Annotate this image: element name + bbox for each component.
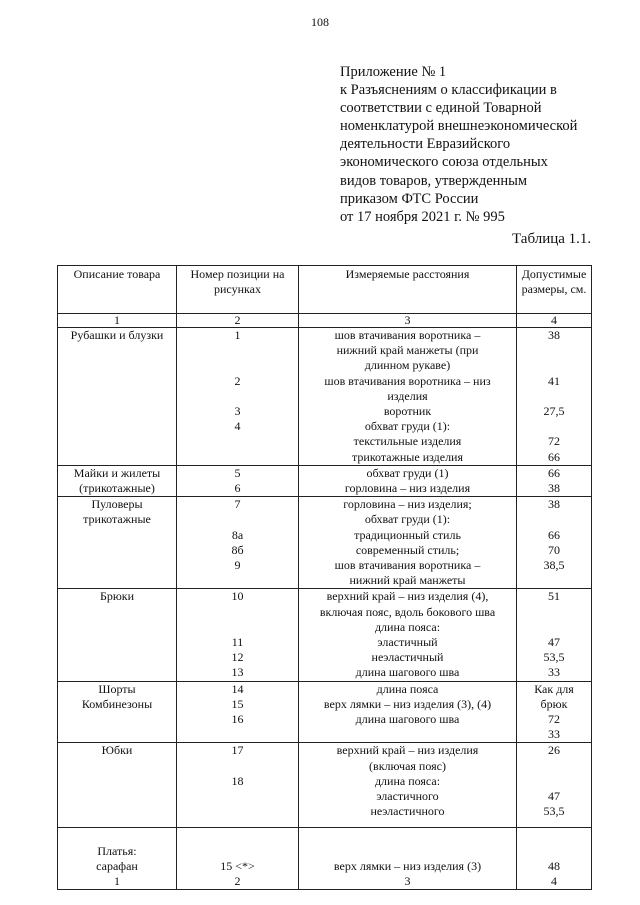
cell-line: 66 bbox=[548, 465, 560, 480]
cell-line: текстильные изделия bbox=[353, 434, 462, 449]
description-cell bbox=[58, 497, 177, 589]
position-cell bbox=[177, 328, 299, 466]
cell-line: 1 bbox=[234, 328, 241, 342]
description-cell bbox=[58, 465, 177, 496]
cell-line: 53,5 bbox=[543, 650, 565, 665]
cell-line: 70 bbox=[548, 542, 560, 557]
cell-line: верхний край – низ изделия (4), bbox=[326, 589, 489, 604]
position-cell bbox=[177, 589, 299, 681]
cell-line: 4 bbox=[551, 874, 557, 889]
position-cell bbox=[177, 681, 299, 743]
cell-line: 3 bbox=[404, 874, 411, 889]
cell-line: включая пояс, вдоль бокового шва bbox=[319, 604, 496, 619]
cell-line: 41 bbox=[548, 373, 560, 388]
cell-line: (трикотажные) bbox=[79, 481, 155, 496]
table-row bbox=[58, 497, 592, 589]
cell-line: длина пояса: bbox=[374, 619, 441, 634]
cell-line: неэластичный bbox=[371, 650, 444, 665]
cell-line bbox=[61, 828, 173, 843]
cell-line: 47 bbox=[548, 635, 560, 650]
cell-line: трикотажные изделия bbox=[352, 449, 463, 464]
annex-line: деятельности Евразийского bbox=[340, 136, 511, 153]
cell-line: 38 bbox=[548, 328, 560, 342]
cell-line: 11 bbox=[231, 635, 244, 650]
cell-line bbox=[180, 605, 295, 620]
distance-cell bbox=[299, 681, 517, 743]
cell-line: шов втачивания воротника – низ bbox=[324, 373, 491, 388]
cell-line: обхват груди (1): bbox=[364, 419, 451, 434]
cell-line: 8б bbox=[231, 542, 244, 557]
cell-line: обхват груди (1): bbox=[364, 512, 451, 527]
cell-line: 15 <*> bbox=[220, 858, 255, 873]
cell-line: 26 bbox=[548, 743, 560, 758]
cell-line bbox=[520, 605, 588, 620]
cell-line: 47 bbox=[548, 789, 560, 804]
cell-line bbox=[180, 620, 295, 635]
description-cell bbox=[58, 589, 177, 681]
table-row bbox=[58, 743, 592, 828]
table-row bbox=[58, 828, 592, 890]
size-cell bbox=[517, 465, 592, 496]
cell-line: 12 bbox=[231, 650, 244, 665]
cell-line bbox=[180, 389, 295, 404]
header-sizes: Допустимые размеры, см. bbox=[517, 266, 592, 314]
cell-line bbox=[180, 828, 295, 843]
header-distances: Измеряемые расстояния bbox=[299, 266, 517, 314]
cell-line: 18 bbox=[231, 773, 244, 788]
cell-line: 72 bbox=[548, 712, 560, 727]
cell-line bbox=[180, 512, 295, 527]
cell-line bbox=[180, 450, 295, 465]
column-number-row bbox=[58, 314, 592, 328]
cell-line: длина пояса: bbox=[374, 773, 441, 788]
cell-line: 15 bbox=[231, 696, 244, 711]
cell-line: 7 bbox=[234, 497, 241, 512]
cell-line bbox=[180, 573, 295, 588]
cell-line: 38,5 bbox=[543, 558, 565, 573]
position-cell bbox=[177, 465, 299, 496]
cell-line: 14 bbox=[231, 681, 244, 696]
cell-line: 33 bbox=[548, 665, 560, 680]
cell-line bbox=[520, 419, 588, 434]
cell-line: Брюки bbox=[99, 589, 135, 604]
size-cell bbox=[517, 828, 592, 890]
table-header-row bbox=[58, 266, 592, 314]
column-number: 4 bbox=[517, 314, 592, 328]
table-label: Таблица 1.1. bbox=[512, 231, 592, 247]
cell-line: 38 bbox=[548, 481, 560, 496]
cell-line: 72 bbox=[548, 434, 560, 449]
annex-line: от 17 ноября 2021 г. № 995 bbox=[340, 208, 505, 225]
cell-line: 4 bbox=[234, 419, 241, 434]
cell-line: 33 bbox=[548, 727, 560, 742]
annex-line: видов товаров, утвержденным bbox=[340, 172, 528, 189]
cell-line: шов втачивания воротника – bbox=[334, 558, 481, 573]
cell-line: традиционный стиль bbox=[354, 527, 461, 542]
cell-line: 38 bbox=[548, 497, 560, 512]
annex-line: номенклатурой внешнеэкономической bbox=[340, 118, 578, 135]
cell-line bbox=[180, 844, 295, 859]
cell-line: 9 bbox=[234, 558, 241, 573]
table-row bbox=[58, 328, 592, 466]
description-cell bbox=[58, 828, 177, 890]
annex-line: соответствии с единой Товарной bbox=[340, 100, 542, 117]
cell-line bbox=[520, 389, 588, 404]
cell-line: нижний край манжеты (при bbox=[336, 343, 479, 358]
cell-line: трикотажные bbox=[83, 512, 151, 527]
cell-line: 27,5 bbox=[543, 403, 565, 418]
cell-line: Рубашки и блузки bbox=[70, 328, 164, 342]
cell-line: неэластичного bbox=[370, 804, 445, 819]
annex-line: к Разъяснениям о классификации в bbox=[340, 82, 557, 99]
cell-line: 6 bbox=[234, 481, 241, 496]
cell-line bbox=[180, 358, 295, 373]
distance-cell bbox=[299, 328, 517, 466]
cell-line: длина шагового шва bbox=[355, 665, 460, 680]
size-cell bbox=[517, 681, 592, 743]
cell-line: горловина – низ изделия bbox=[344, 481, 471, 496]
distance-cell bbox=[299, 465, 517, 496]
column-number: 2 bbox=[177, 314, 299, 328]
cell-line: 48 bbox=[548, 858, 560, 873]
position-cell bbox=[177, 828, 299, 890]
cell-line bbox=[520, 343, 588, 358]
cell-line bbox=[520, 774, 588, 789]
table-row bbox=[58, 465, 592, 496]
cell-line: длина шагового шва bbox=[355, 712, 460, 727]
size-cell bbox=[517, 743, 592, 828]
cell-line: воротник bbox=[383, 404, 432, 419]
cell-line: Платья: bbox=[97, 843, 137, 858]
annex-header bbox=[340, 63, 577, 226]
cell-line: сарафан bbox=[96, 858, 138, 873]
cell-line bbox=[520, 828, 588, 843]
cell-line: обхват груди (1) bbox=[366, 465, 449, 480]
cell-line: 53,5 bbox=[543, 804, 565, 819]
size-table bbox=[57, 265, 592, 890]
description-cell bbox=[58, 681, 177, 743]
cell-line bbox=[180, 759, 295, 774]
cell-line: Юбки bbox=[101, 743, 133, 758]
distance-cell bbox=[299, 589, 517, 681]
cell-line: Как для брюк bbox=[534, 681, 574, 711]
cell-line: 66 bbox=[548, 449, 560, 464]
cell-line: Комбинезоны bbox=[81, 696, 153, 711]
annex-line: приказом ФТС России bbox=[340, 190, 479, 207]
size-cell bbox=[517, 328, 592, 466]
header-position: Номер позиции на рисунках bbox=[177, 266, 299, 314]
header-description: Описание товара bbox=[58, 266, 177, 314]
distance-cell bbox=[299, 743, 517, 828]
cell-line: 16 bbox=[231, 712, 244, 727]
description-cell bbox=[58, 743, 177, 828]
cell-line: 10 bbox=[231, 589, 244, 604]
cell-line bbox=[180, 789, 295, 804]
table-row bbox=[58, 681, 592, 743]
cell-line bbox=[180, 434, 295, 449]
cell-line: 8а bbox=[231, 527, 244, 542]
cell-line: шов втачивания воротника – bbox=[334, 328, 481, 342]
cell-line bbox=[302, 828, 513, 843]
cell-line bbox=[520, 358, 588, 373]
cell-line bbox=[520, 759, 588, 774]
cell-line: Шорты bbox=[98, 681, 136, 696]
cell-line: 2 bbox=[234, 373, 241, 388]
cell-line bbox=[520, 573, 588, 588]
cell-line: нижний край манжеты bbox=[349, 573, 466, 588]
cell-line: длина пояса bbox=[376, 681, 439, 696]
cell-line: 1 bbox=[114, 874, 120, 889]
table-row bbox=[58, 589, 592, 681]
annex-line: экономического союза отдельных bbox=[340, 154, 548, 171]
cell-line: 17 bbox=[231, 743, 244, 758]
size-cell bbox=[517, 589, 592, 681]
cell-line bbox=[520, 844, 588, 859]
annex-line: Приложение № 1 bbox=[340, 64, 447, 80]
cell-line: 5 bbox=[234, 465, 241, 480]
cell-line: эластичного bbox=[376, 789, 439, 804]
page-number: 108 bbox=[311, 15, 329, 29]
size-cell bbox=[517, 497, 592, 589]
cell-line: длинном рукаве) bbox=[364, 358, 451, 373]
cell-line bbox=[520, 512, 588, 527]
cell-line: Майки и жилеты bbox=[73, 465, 161, 480]
cell-line bbox=[180, 804, 295, 819]
cell-line bbox=[180, 343, 295, 358]
column-number: 3 bbox=[299, 314, 517, 328]
table-body bbox=[58, 328, 592, 890]
cell-line: 13 bbox=[231, 665, 244, 680]
cell-line: эластичный bbox=[377, 635, 438, 650]
cell-line bbox=[520, 620, 588, 635]
cell-line: современный стиль; bbox=[355, 542, 460, 557]
cell-line: (включая пояс) bbox=[369, 758, 446, 773]
description-cell bbox=[58, 328, 177, 466]
cell-line: 66 bbox=[548, 527, 560, 542]
cell-line: верхний край – низ изделия bbox=[336, 743, 479, 758]
position-cell bbox=[177, 497, 299, 589]
cell-line: изделия bbox=[387, 388, 428, 403]
cell-line bbox=[302, 844, 513, 859]
position-cell bbox=[177, 743, 299, 828]
cell-line: 2 bbox=[234, 874, 241, 889]
distance-cell bbox=[299, 497, 517, 589]
cell-line: Пуловеры bbox=[91, 497, 143, 512]
cell-line: 3 bbox=[234, 403, 241, 418]
cell-line: горловина – низ изделия; bbox=[343, 497, 472, 512]
cell-line: 51 bbox=[548, 589, 560, 604]
distance-cell bbox=[299, 828, 517, 890]
cell-line: верх лямки – низ изделия (3), (4) bbox=[323, 696, 492, 711]
column-number: 1 bbox=[58, 314, 177, 328]
cell-line: верх лямки – низ изделия (3) bbox=[333, 858, 482, 873]
